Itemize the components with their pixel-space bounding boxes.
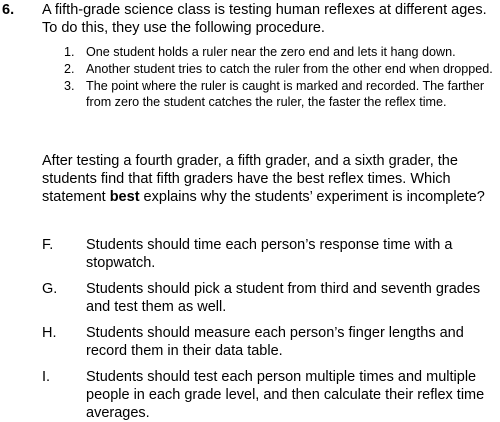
procedure-step [64, 61, 496, 77]
question-prompt [42, 152, 496, 206]
step-text: The point where the ruler is caught is marked and recorded. The farther from zero the student catches the ruler, the faster the reflex time. [86, 79, 485, 109]
choice-letter: H. [42, 325, 57, 341]
choice-text: Students should measure each person’s finger lengths and record them in their data table. [86, 325, 464, 359]
prompt-text-before: After testing a fourth grader, a fifth grader, and a sixth grader, the students find that fifth graders have the best reflex times. Which statement [42, 153, 458, 205]
procedure-steps [64, 44, 496, 111]
prompt-emphasis: best [109, 189, 140, 205]
choice-text: Students should pick a student from third and seventh grades and test them as well. [86, 281, 481, 315]
question-stem: A fifth-grade science class is testing human reflexes at different ages. To do this, they use the following procedure. [42, 2, 487, 36]
step-text: Another student tries to catch the ruler from the other end when dropped. [86, 62, 493, 76]
choice-letter: I. [42, 369, 51, 385]
procedure-step [64, 44, 496, 60]
question-number: 6. [2, 2, 15, 18]
step-number: 2. [64, 62, 75, 76]
choice-letter: F. [42, 237, 54, 253]
step-text: One student holds a ruler near the zero end and lets it hang down. [86, 45, 456, 59]
prompt-text-after: explains why the students’ experiment is incomplete? [139, 189, 485, 205]
step-number: 1. [64, 45, 75, 59]
choice-letter: G. [42, 281, 58, 297]
procedure-step [64, 78, 496, 110]
choice-text: Students should time each person’s response time with a stopwatch. [86, 237, 453, 271]
step-number: 3. [64, 79, 75, 93]
choice-text: Students should test each person multiple times and multiple people in each grade level, and then calculate their reflex time averages. [86, 369, 485, 421]
